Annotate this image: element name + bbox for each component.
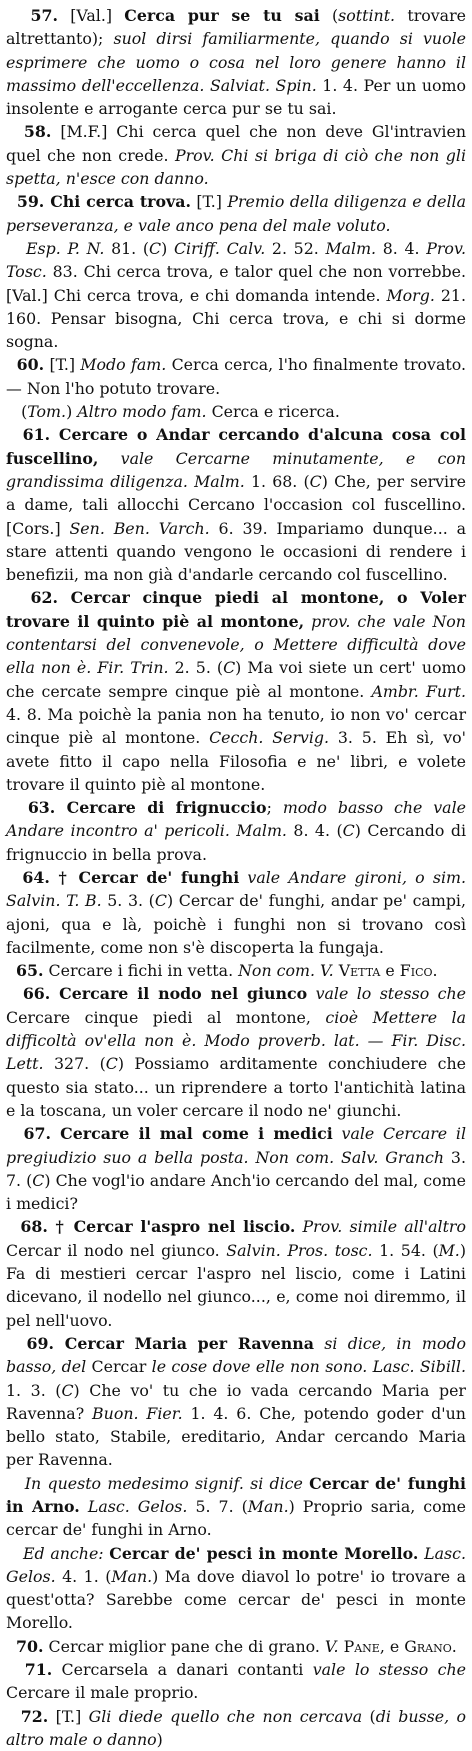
entry-67: 67. Cercare il mal come i medici vale Cercare il pregiudizio suo a bella posta. Non com. Salv. Granch 3. 7. (C) Che vogl'io andare Anch'io cercando del mal, come i medici?	[6, 1124, 467, 1214]
entry-58: 58. [M.F.] Chi cerca quel che non deve Gl'intravien quel che non crede. Prov. Chi si briga di ciò che non gli spetta, n'esce con danno.	[6, 122, 467, 189]
entry-72: 72. [T.] Gli diede quello che non cercava (di busse, o altro male o danno)	[6, 1706, 467, 1749]
entry-66: 66. Cercare il nodo nel giunco vale lo stesso che Cercare cinque piedi al montone, cioè Mettere la difficoltà ov'ella non è. Modo proverb. lat. — Fir. Disc. Lett. 327. (C) Possiamo arditamente conchiudere che questo sia stato... un riprendere a torto l'antichità latina e la toscana, un voler cercare il nodo ne' giunchi.	[6, 984, 466, 1120]
entry-62: 62. Cercar cinque piedi al montone, o Voler trovare il quinto piè al montone, prov. che vale Non contentarsi del convenevole, o Mettere difficultà dove ella non è. Fir. Trin. 2. 5. (C) Ma voi siete un cert' uomo che cercate sempre cinque piè al montone. Ambr. Furt. 4. 8. Ma poichè la pania non ha tenuto, io non vo' cercar cinque piè al montone. Cecch. Servig. 3. 5. Eh sì, vo' avete fitto il capo nella Filosofia e ne' libri, e volete trovare il quinto piè al montone.	[6, 588, 467, 794]
entry-70: 70. Cercar miglior pane che di grano. V. Pane, e Grano.	[16, 1636, 457, 1656]
entry-65: 65. Cercare i fichi in vetta. Non com. V. Vetta e Fico.	[16, 961, 438, 981]
entry-71: 71. Cercarsela a danari contanti vale lo stesso che Cercare il male proprio.	[6, 1660, 466, 1703]
entry-64: 64. † Cercar de' funghi vale Andare gironi, o sim. Salvin. T. B. 5. 3. (C) Cercar de' funghi, andar pe' campi, ajoni, qua e là, poichè i funghi non si trovano così facilmente, come non s'è discoperta la fungaja.	[6, 867, 467, 957]
entry-69: 69. Cercar Maria per Ravenna si dice, in modo basso, del Cercar le cose dove elle non sono. Lasc. Sibill. 1. 3. (C) Che vo' tu che io vada cercando Maria per Ravenna? Buon. Fier. 1. 4. 6. Che, potendo goder d'un bello stato, Stabile, ereditario, Andar cercando Maria per Ravenna. In questo medesimo signif. si dice Cercar de' funghi in Arno. Lasc. Gelos. 5. 7. (Man.) Proprio saria, come cercar de' funghi in Arno. Ed anche: Cercar de' pesci in monte Morello. Lasc. Gelos. 4. 1. (Man.) Ma dove diavol lo potre' io trovare a quest'otta? Sarebbe come cercar de' pesci in monte Morello.	[6, 1333, 467, 1633]
entry-57: 57. [Val.] Cerca pur se tu sai (sottint. trovare altrettanto); suol dirsi familiarmente, quando si vuole esprimere che uomo o cosa nel loro genere hanno il massimo dell'eccellenza. Salviat. Spin. 1. 4. Per un uomo insolente e arrogante cerca pur se tu sai.	[6, 6, 467, 119]
entry-59: 59. Chi cerca trova. [T.] Premio della diligenza e della perseveranza, e vale anco pena del male voluto. Esp. P. N. 81. (C) Ciriff. Calv. 2. 52. Malm. 8. 4. Prov. Tosc. 83. Chi cerca trova, e talor quel che non vorrebbe. [Val.] Chi cerca trova, e chi domanda intende. Morg. 21. 160. Pensar bisogna, Chi cerca trova, e chi si dorme sogna.	[6, 192, 467, 352]
entry-60: 60. [T.] Modo fam. Cerca cerca, l'ho finalmente trovato. — Non l'ho potuto trovare. (Tom.) Altro modo fam. Cerca e ricerca.	[6, 355, 466, 422]
entry-61: 61. Cercare o Andar cercando d'alcuna cosa col fuscellino, vale Cercarne minutamente, e con grandissima diligenza. Malm. 1. 68. (C) Che, per servire a dame, tali allocchi Cercano l'occasion col fuscellino. [Cors.] Sen. Ben. Varch. 6. 39. Impariamo dunque... a stare attenti quando vengono le occasioni di rendere i benefizii, ma non già d'andarle cercando col fuscellino.	[6, 425, 467, 585]
entry-63: 63. Cercare di frignuccio; modo basso che vale Andare incontro a' pericoli. Malm. 8. 4. (C) Cercando di frignuccio in bella prova.	[6, 798, 467, 864]
entry-68: 68. † Cercar l'aspro nel liscio. Prov. simile all'altro Cercar il nodo nel giunco. Salvin. Pros. tosc. 1. 54. (M.) Fa di mestieri cercar l'aspro nel liscio, come i Latini dicevano, il nodello nel giunco..., e, come noi diremmo, il pel nell'uovo.	[6, 1217, 466, 1330]
